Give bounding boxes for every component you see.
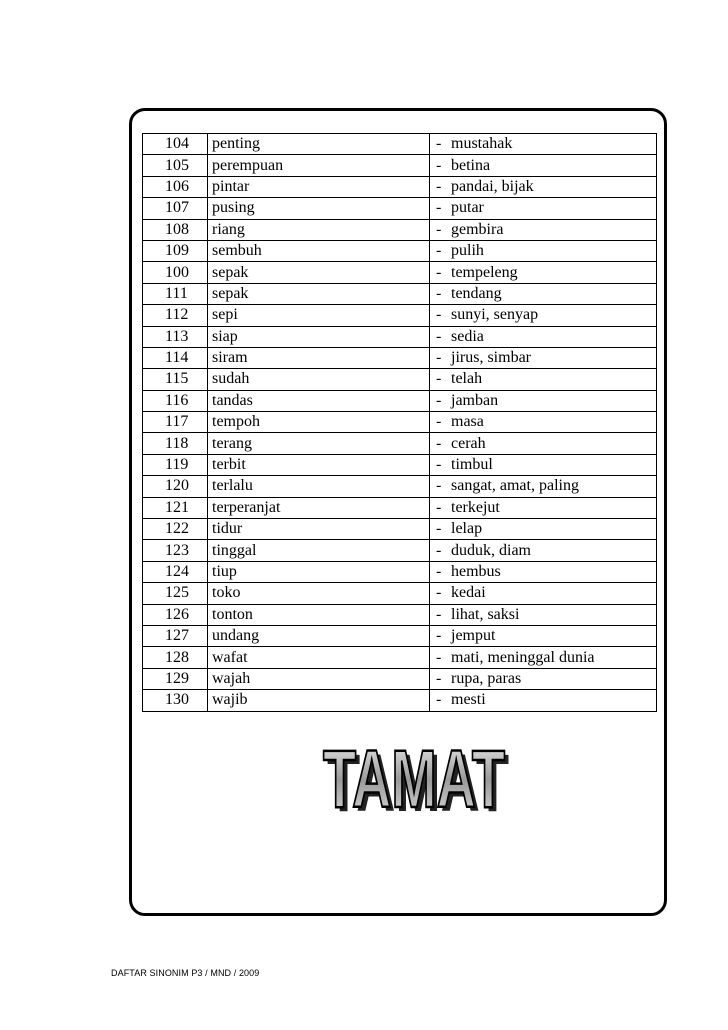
synonym-dash: - bbox=[436, 477, 442, 495]
synonym-dash: - bbox=[436, 627, 442, 645]
synonym-cell bbox=[430, 690, 657, 711]
synonym-text: jemput bbox=[451, 627, 496, 645]
row-number: 107 bbox=[143, 198, 208, 219]
row-number: 126 bbox=[143, 604, 208, 625]
synonym-text: gembira bbox=[451, 220, 504, 238]
row-number: 127 bbox=[143, 625, 208, 646]
table-row bbox=[143, 134, 657, 155]
table-row bbox=[143, 604, 657, 625]
synonym-dash: - bbox=[436, 648, 442, 666]
synonym-text: jamban bbox=[451, 391, 499, 409]
synonym-cell bbox=[430, 369, 657, 390]
synonym-table bbox=[142, 133, 657, 712]
synonym-dash: - bbox=[436, 605, 442, 623]
synonym-dash: - bbox=[436, 135, 442, 153]
synonym-dash: - bbox=[436, 563, 442, 580]
word-cell: undang bbox=[208, 625, 430, 646]
synonym-dash: - bbox=[436, 584, 442, 602]
synonym-dash: - bbox=[436, 391, 442, 409]
word-cell: sembuh bbox=[208, 240, 430, 261]
synonym-cell bbox=[430, 454, 657, 475]
synonym-cell bbox=[430, 540, 657, 561]
row-number: 117 bbox=[143, 412, 208, 433]
synonym-cell bbox=[430, 604, 657, 625]
synonym-dash: - bbox=[436, 327, 442, 345]
row-number: 115 bbox=[143, 369, 208, 390]
row-number: 119 bbox=[143, 454, 208, 475]
word-cell: sepi bbox=[208, 305, 430, 326]
word-cell: pintar bbox=[208, 176, 430, 197]
synonym-cell bbox=[430, 476, 657, 497]
word-cell: siap bbox=[208, 326, 430, 347]
synonym-text: timbul bbox=[451, 456, 493, 474]
synonym-cell bbox=[430, 283, 657, 304]
synonym-cell bbox=[430, 176, 657, 197]
row-number: 124 bbox=[143, 561, 208, 582]
row-number: 105 bbox=[143, 155, 208, 176]
tamat-shadow: TAMAT bbox=[327, 742, 509, 814]
table-row bbox=[143, 625, 657, 646]
row-number: 121 bbox=[143, 497, 208, 518]
table-row bbox=[143, 198, 657, 219]
synonym-cell bbox=[430, 561, 657, 582]
synonym-dash: - bbox=[436, 413, 442, 431]
table-row bbox=[143, 240, 657, 261]
word-cell: penting bbox=[208, 134, 430, 155]
synonym-text: pandai, bijak bbox=[451, 177, 534, 195]
tamat-text: TAMAT bbox=[323, 742, 505, 814]
synonym-text: duduk, diam bbox=[451, 541, 531, 559]
row-number: 130 bbox=[143, 690, 208, 711]
row-number: 111 bbox=[143, 283, 208, 304]
word-cell: tinggal bbox=[208, 540, 430, 561]
synonym-dash: - bbox=[436, 434, 442, 452]
synonym-cell bbox=[430, 390, 657, 411]
synonym-cell bbox=[430, 155, 657, 176]
synonym-cell bbox=[430, 347, 657, 368]
table-row bbox=[143, 390, 657, 411]
synonym-cell bbox=[430, 668, 657, 689]
table-row bbox=[143, 540, 657, 561]
synonym-dash: - bbox=[436, 306, 442, 324]
synonym-text: sedia bbox=[451, 327, 484, 345]
row-number: 106 bbox=[143, 176, 208, 197]
word-cell: terperanjat bbox=[208, 497, 430, 518]
synonym-text: betina bbox=[451, 156, 491, 174]
word-cell: sepak bbox=[208, 283, 430, 304]
synonym-cell bbox=[430, 412, 657, 433]
table-row bbox=[143, 561, 657, 582]
synonym-cell bbox=[430, 326, 657, 347]
synonym-text: rupa, paras bbox=[451, 669, 522, 687]
synonym-text: mati, meninggal dunia bbox=[451, 648, 595, 666]
row-number: 100 bbox=[143, 262, 208, 283]
synonym-text: lihat, saksi bbox=[451, 605, 520, 623]
table-row bbox=[143, 262, 657, 283]
synonym-text: telah bbox=[451, 370, 483, 388]
row-number: 112 bbox=[143, 305, 208, 326]
word-cell: sepak bbox=[208, 262, 430, 283]
word-cell: tandas bbox=[208, 390, 430, 411]
table-row bbox=[143, 519, 657, 540]
row-number: 125 bbox=[143, 583, 208, 604]
table-row bbox=[143, 433, 657, 454]
synonym-cell bbox=[430, 305, 657, 326]
synonym-text: sunyi, senyap bbox=[451, 306, 539, 324]
word-cell: tonton bbox=[208, 604, 430, 625]
synonym-cell bbox=[430, 647, 657, 668]
synonym-cell bbox=[430, 583, 657, 604]
synonym-dash: - bbox=[436, 242, 442, 260]
synonym-dash: - bbox=[436, 156, 442, 174]
row-number: 129 bbox=[143, 668, 208, 689]
synonym-dash: - bbox=[436, 284, 442, 302]
synonym-text: mesti bbox=[451, 691, 486, 709]
synonym-cell bbox=[430, 219, 657, 240]
row-number: 109 bbox=[143, 240, 208, 261]
word-cell: sudah bbox=[208, 369, 430, 390]
synonym-text: kedai bbox=[451, 584, 486, 602]
row-number: 122 bbox=[143, 519, 208, 540]
word-cell: tempoh bbox=[208, 412, 430, 433]
synonym-text: mustahak bbox=[451, 135, 513, 153]
table-row bbox=[143, 347, 657, 368]
synonym-text: lelap bbox=[451, 520, 483, 538]
table-row bbox=[143, 668, 657, 689]
word-cell: tiup bbox=[208, 561, 430, 582]
synonym-dash: - bbox=[436, 456, 442, 474]
tamat-wordart bbox=[318, 742, 510, 814]
synonym-cell bbox=[430, 625, 657, 646]
synonym-text: putar bbox=[451, 199, 484, 217]
word-cell: terbit bbox=[208, 454, 430, 475]
word-cell: wafat bbox=[208, 647, 430, 668]
word-cell: perempuan bbox=[208, 155, 430, 176]
row-number: 114 bbox=[143, 347, 208, 368]
synonym-text: sangat, amat, paling bbox=[451, 477, 579, 495]
table-row bbox=[143, 219, 657, 240]
synonym-cell bbox=[430, 240, 657, 261]
synonym-cell bbox=[430, 262, 657, 283]
word-cell: toko bbox=[208, 583, 430, 604]
table-row bbox=[143, 583, 657, 604]
synonym-text: cerah bbox=[451, 434, 486, 452]
row-number: 113 bbox=[143, 326, 208, 347]
word-cell: wajah bbox=[208, 668, 430, 689]
table-row bbox=[143, 497, 657, 518]
table-row bbox=[143, 305, 657, 326]
synonym-text: terkejut bbox=[451, 498, 500, 516]
word-cell: wajib bbox=[208, 690, 430, 711]
table-row bbox=[143, 647, 657, 668]
synonym-cell bbox=[430, 497, 657, 518]
synonym-text: jirus, simbar bbox=[451, 349, 531, 367]
synonym-dash: - bbox=[436, 349, 442, 367]
synonym-cell bbox=[430, 198, 657, 219]
word-cell: siram bbox=[208, 347, 430, 368]
synonym-text: tendang bbox=[451, 284, 502, 302]
row-number: 128 bbox=[143, 647, 208, 668]
synonym-text: tempeleng bbox=[451, 263, 518, 281]
table-row bbox=[143, 369, 657, 390]
synonym-cell bbox=[430, 433, 657, 454]
synonym-dash: - bbox=[436, 220, 442, 238]
synonym-dash: - bbox=[436, 541, 442, 559]
synonym-cell bbox=[430, 519, 657, 540]
row-number: 108 bbox=[143, 219, 208, 240]
synonym-text: pulih bbox=[451, 242, 484, 260]
synonym-dash: - bbox=[436, 177, 442, 195]
footer-text: DAFTAR SINONIM P3 / MND / 2009 bbox=[111, 968, 260, 978]
synonym-text: masa bbox=[451, 413, 484, 431]
table-row bbox=[143, 283, 657, 304]
word-cell: pusing bbox=[208, 198, 430, 219]
word-cell: riang bbox=[208, 219, 430, 240]
row-number: 116 bbox=[143, 390, 208, 411]
synonym-dash: - bbox=[436, 691, 442, 709]
synonym-dash: - bbox=[436, 520, 442, 538]
row-number: 104 bbox=[143, 134, 208, 155]
word-cell: terang bbox=[208, 433, 430, 454]
table-row bbox=[143, 454, 657, 475]
table-row bbox=[143, 476, 657, 497]
word-cell: tidur bbox=[208, 519, 430, 540]
synonym-dash: - bbox=[436, 669, 442, 687]
synonym-dash: - bbox=[436, 498, 442, 516]
table-row bbox=[143, 326, 657, 347]
synonym-dash: - bbox=[436, 199, 442, 217]
table-row bbox=[143, 155, 657, 176]
synonym-dash: - bbox=[436, 370, 442, 388]
row-number: 120 bbox=[143, 476, 208, 497]
synonym-text: hembus bbox=[451, 563, 501, 580]
table-row bbox=[143, 176, 657, 197]
row-number: 123 bbox=[143, 540, 208, 561]
synonym-dash: - bbox=[436, 263, 442, 281]
word-cell: terlalu bbox=[208, 476, 430, 497]
table-row bbox=[143, 412, 657, 433]
synonym-cell bbox=[430, 134, 657, 155]
table-row bbox=[143, 690, 657, 711]
row-number: 118 bbox=[143, 433, 208, 454]
